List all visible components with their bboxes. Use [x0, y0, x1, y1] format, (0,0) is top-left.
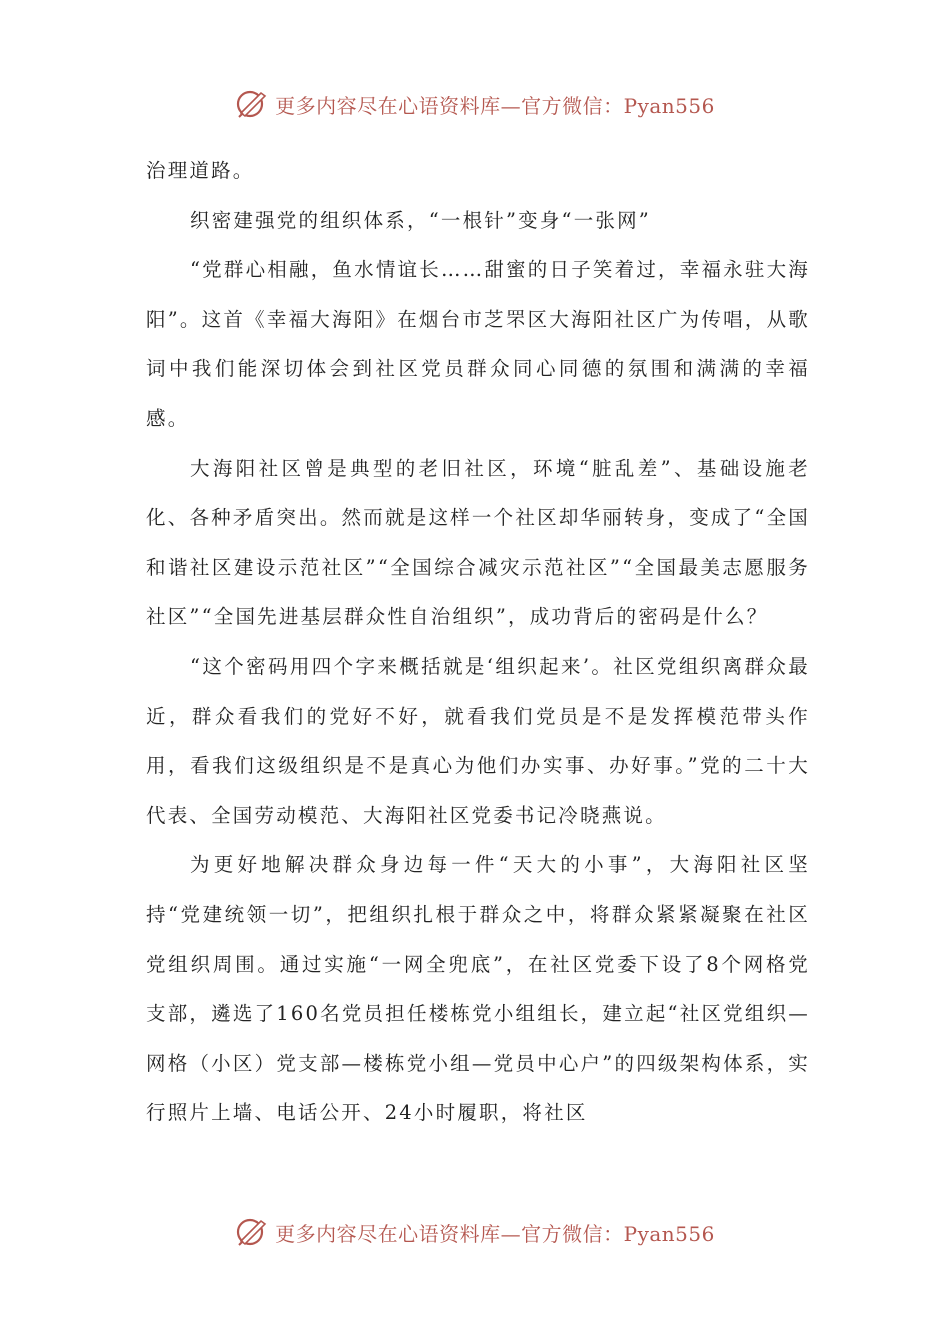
section-heading: 织密建强党的组织体系，“一根针”变身“一张网”: [190, 208, 651, 232]
pen-logo-icon: [235, 1215, 269, 1249]
paragraph: 大海阳社区曾是典型的老旧社区，环境“脏乱差”、基础设施老化、各种矛盾突出。然而就是这样一个社区却华丽转身，变成了“全国和谐社区建设示范社区”“全国综合减灾示范社区”“全国最美志愿服务社区”“全国先进基层群众性自治组织”，成功背后的密码是什么？: [146, 456, 810, 629]
footer-banner-text: 更多内容尽在心语资料库—官方微信：Pyan556: [275, 1221, 715, 1246]
document-body: [146, 146, 810, 1138]
header-banner: [0, 84, 950, 124]
header-banner-text: 更多内容尽在心语资料库—官方微信：Pyan556: [275, 93, 715, 118]
paragraph: “党群心相融，鱼水情谊长……甜蜜的日子笑着过，幸福永驻大海阳”。这首《幸福大海阳》在烟台市芝罘区大海阳社区广为传唱，从歌词中我们能深切体会到社区党员群众同心同德的氛围和满满的幸福感。: [146, 258, 810, 430]
footer-banner: [0, 1212, 950, 1252]
paragraph: “这个密码用四个字来概括就是‘组织起来’。社区党组织离群众最近，群众看我们的党好不好，就看我们党员是不是发挥模范带头作用，看我们这级组织是不是真心为他们办实事、办好事。”党的二十大代表、全国劳动模范、大海阳社区党委书记冷晓燕说。: [146, 654, 810, 827]
pen-logo-icon: [235, 87, 269, 121]
paragraph-continuation: 治理道路。: [146, 159, 255, 182]
paragraph: 为更好地解决群众身边每一件“天大的小事”，大海阳社区坚持“党建统领一切”，把组织扎根于群众之中，将群众紧紧凝聚在社区党组织周围。通过实施“一网全兜底”，在社区党委下设了8个网格党支部，遴选了160名党员担任楼栋党小组组长，建立起“社区党组织—网格（小区）党支部—楼栋党小组—党员中心户”的四级架构体系，实行照片上墙、电话公开、24小时履职，将社区: [146, 853, 810, 1125]
